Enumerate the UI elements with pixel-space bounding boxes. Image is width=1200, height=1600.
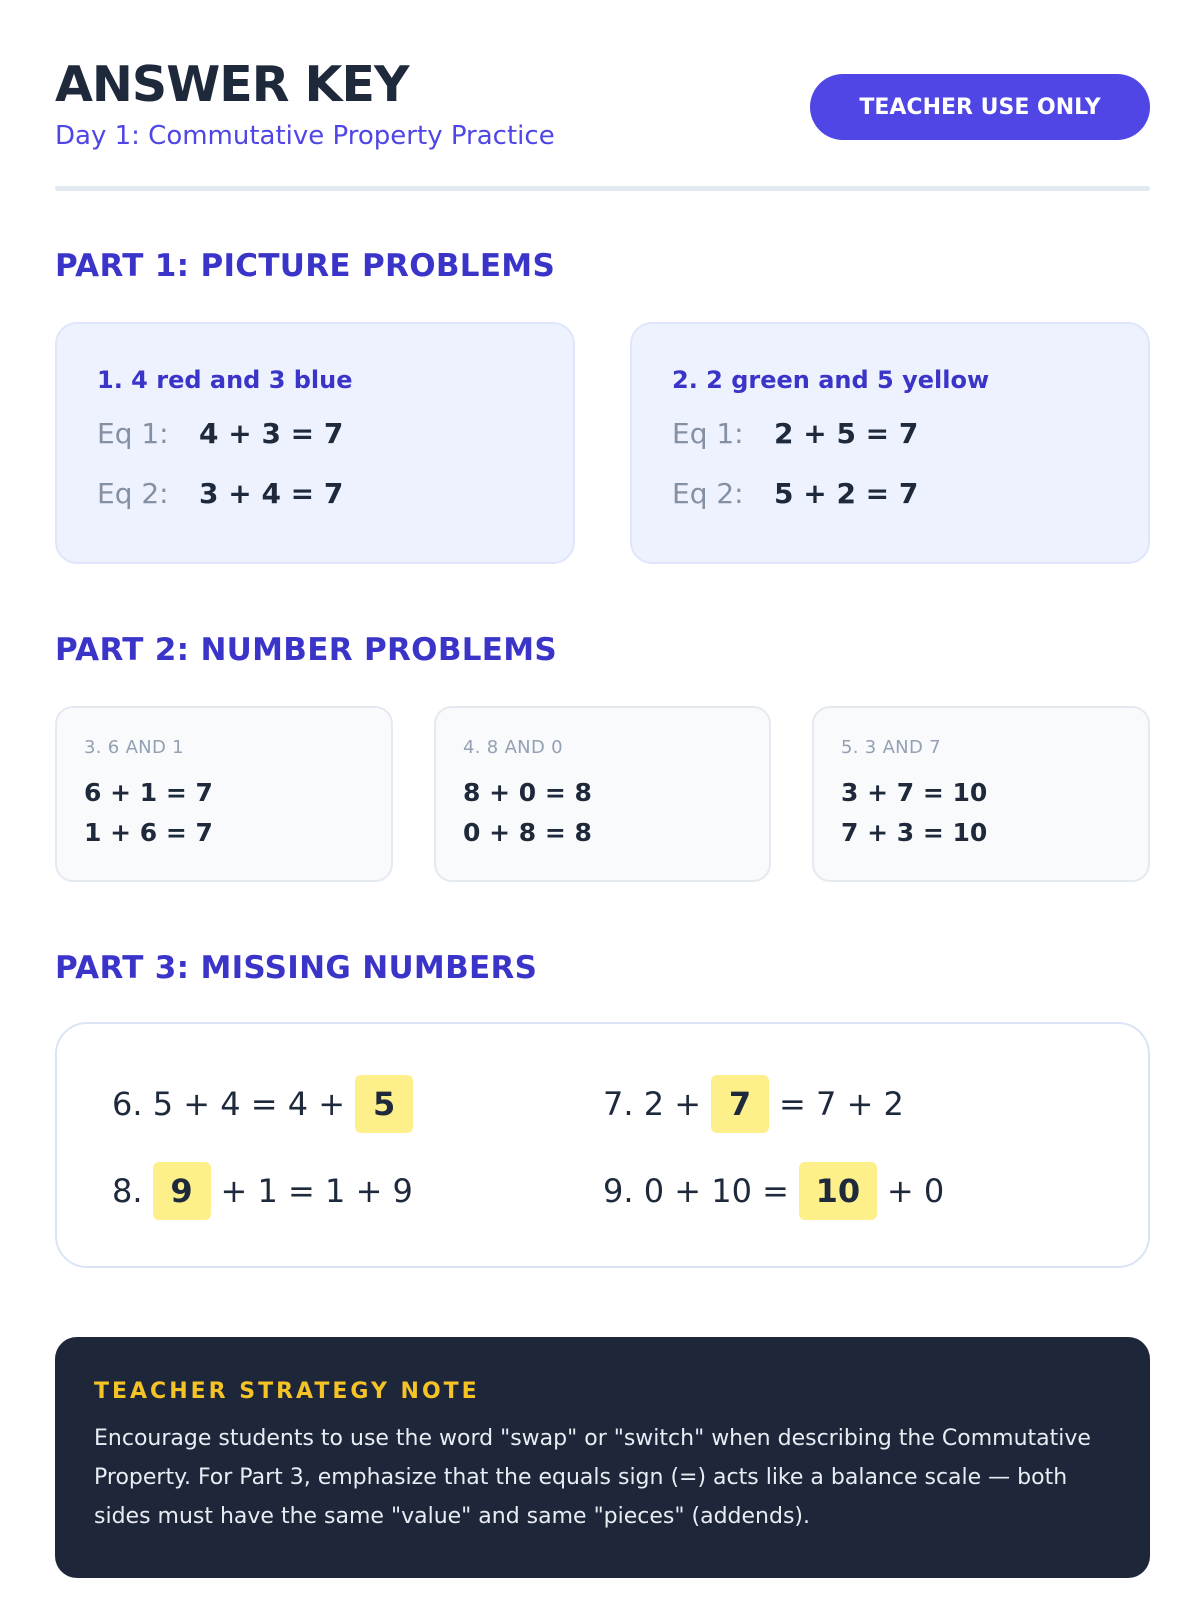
eq-label: Eq 2: xyxy=(672,477,744,510)
picture-problem-card xyxy=(630,322,1150,564)
answer-highlight: 7 xyxy=(711,1075,769,1133)
eq-value: 3 + 4 = 7 xyxy=(199,477,344,510)
number-equation: 0 + 8 = 8 xyxy=(463,818,592,847)
missing-numbers-box xyxy=(55,1022,1150,1268)
missing-number-problem xyxy=(603,1074,904,1134)
problem-text: + 0 xyxy=(886,1172,945,1210)
equation-row xyxy=(672,477,918,511)
number-equation: 3 + 7 = 10 xyxy=(841,778,988,807)
number-equation: 8 + 0 = 8 xyxy=(463,778,592,807)
number-problem-card xyxy=(434,706,771,882)
number-problem-label: 4. 8 AND 0 xyxy=(463,737,563,758)
teacher-strategy-note xyxy=(55,1337,1150,1578)
eq-label: Eq 1: xyxy=(97,417,169,450)
equation-row xyxy=(97,477,343,511)
problem-text: 9. 0 + 10 = xyxy=(603,1172,789,1210)
part2-title: PART 2: NUMBER PROBLEMS xyxy=(55,632,558,668)
page-subtitle: Day 1: Commutative Property Practice xyxy=(55,121,555,151)
picture-problem-label: 2. 2 green and 5 yellow xyxy=(672,366,990,394)
teacher-use-badge: TEACHER USE ONLY xyxy=(810,74,1150,140)
eq-label: Eq 2: xyxy=(97,477,169,510)
number-equation: 6 + 1 = 7 xyxy=(84,778,213,807)
number-equation: 7 + 3 = 10 xyxy=(841,818,988,847)
number-problem-label: 5. 3 AND 7 xyxy=(841,737,941,758)
missing-number-problem xyxy=(112,1074,423,1134)
number-problem-label: 3. 6 AND 1 xyxy=(84,737,184,758)
missing-number-problem xyxy=(603,1161,944,1221)
answer-highlight: 10 xyxy=(799,1162,877,1220)
answer-highlight: 5 xyxy=(355,1075,413,1133)
missing-number-problem xyxy=(112,1161,413,1221)
equation-row xyxy=(97,417,343,451)
page-header xyxy=(55,58,1150,190)
number-problem-card xyxy=(55,706,393,882)
problem-text: 8. xyxy=(112,1172,143,1210)
header-divider xyxy=(55,186,1150,191)
note-title: TEACHER STRATEGY NOTE xyxy=(94,1379,480,1404)
page-title: ANSWER KEY xyxy=(55,56,409,113)
equation-row xyxy=(672,417,918,451)
part1-title: PART 1: PICTURE PROBLEMS xyxy=(55,248,556,284)
note-body: Encourage students to use the word "swap" or "switch" when describing the Commutative Property. For Part 3, emphasize that the equals sign (=) acts like a balance scale — both sides must have the same "value" and same "pieces" (addends). xyxy=(94,1426,1091,1529)
number-problem-card xyxy=(812,706,1150,882)
problem-text: 6. 5 + 4 = 4 + xyxy=(112,1085,346,1123)
number-equation: 1 + 6 = 7 xyxy=(84,818,213,847)
part3-title: PART 3: MISSING NUMBERS xyxy=(55,950,538,986)
picture-problem-card xyxy=(55,322,575,564)
eq-value: 5 + 2 = 7 xyxy=(774,477,919,510)
problem-text: 7. 2 + xyxy=(603,1085,702,1123)
eq-label: Eq 1: xyxy=(672,417,744,450)
eq-value: 4 + 3 = 7 xyxy=(199,417,344,450)
picture-problem-label: 1. 4 red and 3 blue xyxy=(97,366,353,394)
problem-text: = 7 + 2 xyxy=(779,1085,904,1123)
eq-value: 2 + 5 = 7 xyxy=(774,417,919,450)
problem-text: + 1 = 1 + 9 xyxy=(220,1172,413,1210)
answer-highlight: 9 xyxy=(153,1162,211,1220)
